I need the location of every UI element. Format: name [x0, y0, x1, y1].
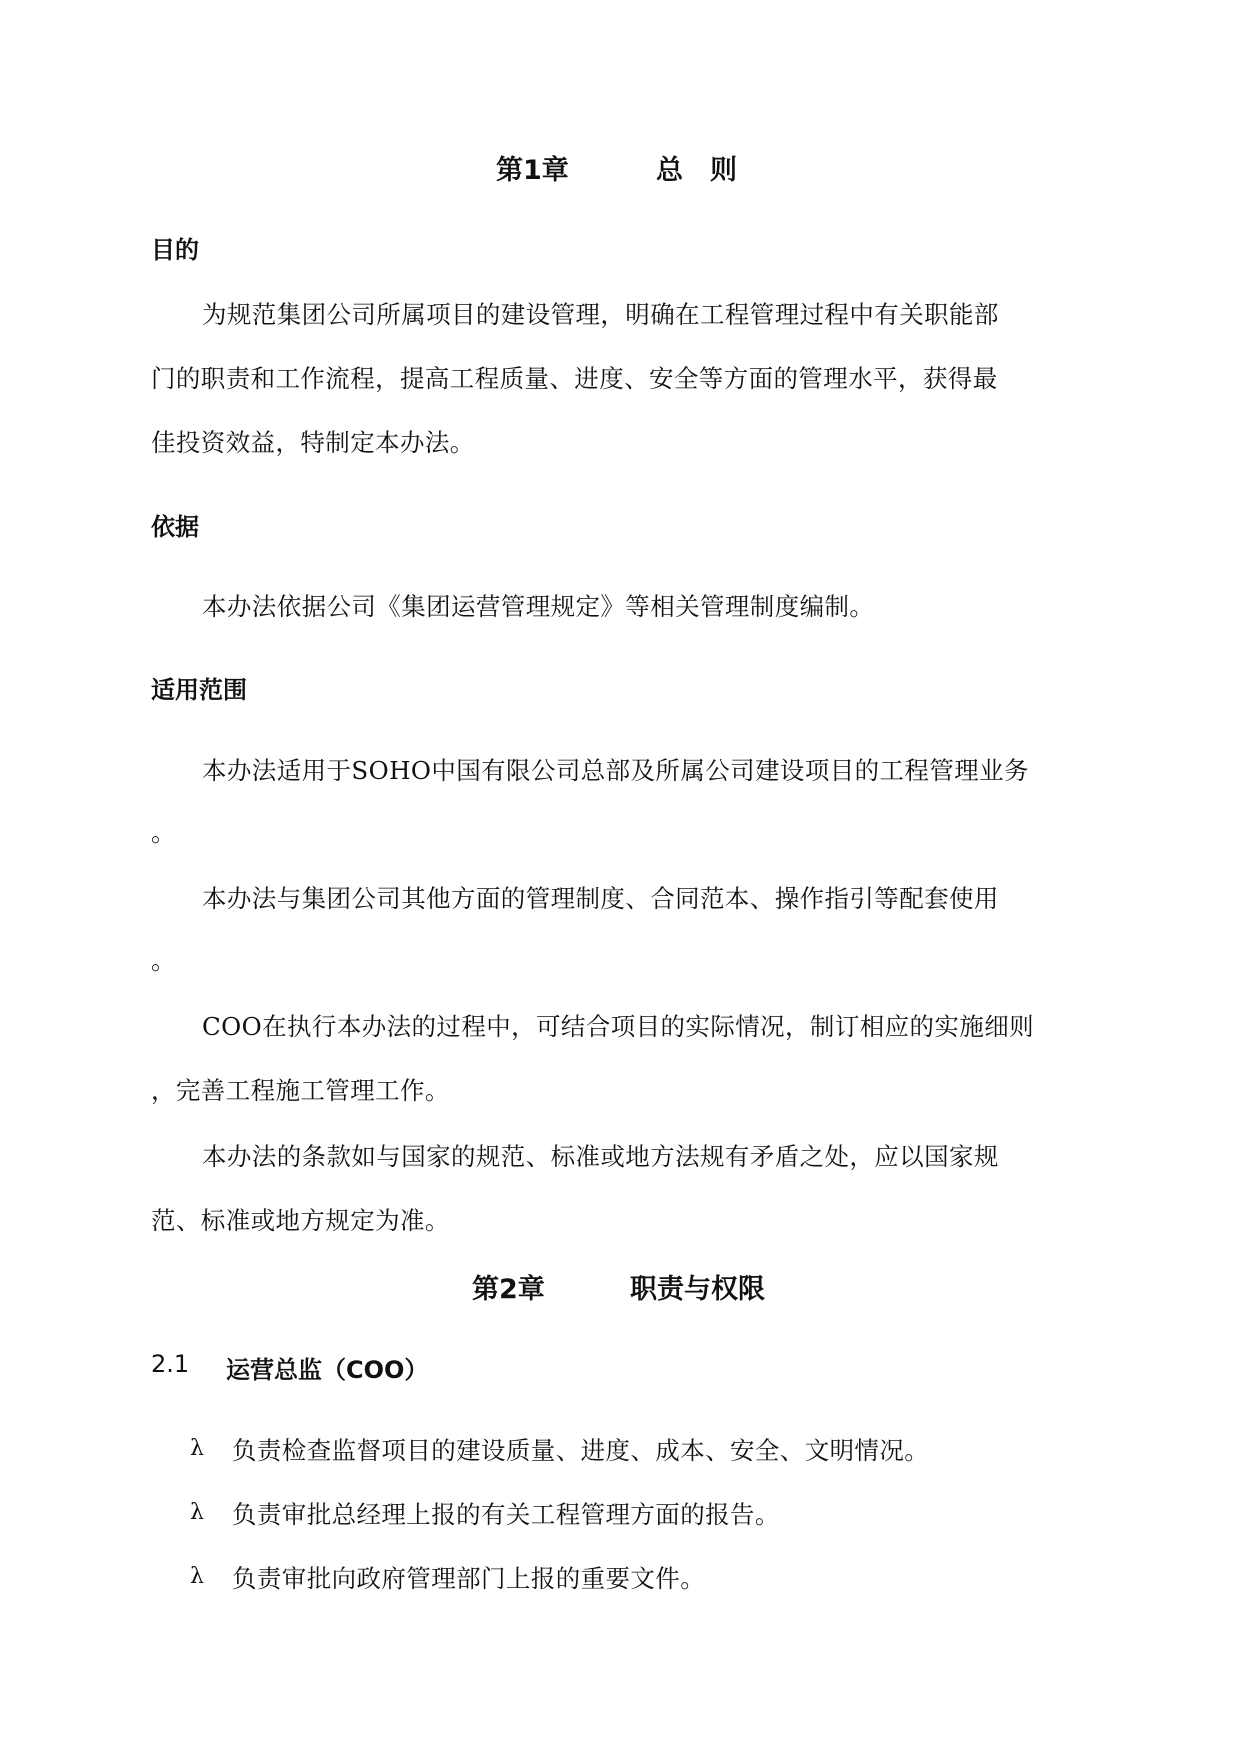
bullet-item-2: 负责审批总经理上报的有关工程管理方面的报告。: [232, 1500, 780, 1529]
bullet-marker-1: λ: [190, 1436, 204, 1461]
purpose-line-3: 佳投资效益，特制定本办法。: [151, 428, 475, 457]
section-purpose-heading: 目的: [151, 236, 199, 264]
chapter-1-title: 总 则: [656, 155, 737, 186]
chapter-2-number: 第2章: [472, 1274, 545, 1305]
scope-paragraph-4-line-2: 范、标准或地方规定为准。: [151, 1206, 450, 1235]
chapter-2-title: 职责与权限: [630, 1274, 765, 1305]
scope-paragraph-1-line-2: 。: [151, 818, 176, 847]
basis-line-1: 本办法依据公司《集团运营管理规定》等相关管理制度编制。: [202, 592, 875, 621]
scope-paragraph-2-line-1: 本办法与集团公司其他方面的管理制度、合同范本、操作指引等配套使用: [202, 884, 999, 913]
section-2-1-heading: 运营总监（COO）: [226, 1356, 429, 1384]
bullet-marker-3: λ: [190, 1564, 204, 1589]
bullet-marker-2: λ: [190, 1500, 204, 1525]
purpose-line-2: 门的职责和工作流程，提高工程质量、进度、安全等方面的管理水平，获得最: [151, 364, 998, 393]
scope-paragraph-3-line-2: ，完善工程施工管理工作。: [151, 1076, 450, 1105]
purpose-line-1: 为规范集团公司所属项目的建设管理，明确在工程管理过程中有关职能部: [202, 300, 999, 329]
section-2-1-number: 2.1: [151, 1350, 190, 1378]
scope-paragraph-4-line-1: 本办法的条款如与国家的规范、标准或地方法规有矛盾之处，应以国家规: [202, 1142, 999, 1171]
scope-paragraph-3-line-1: COO在执行本办法的过程中，可结合项目的实际情况，制订相应的实施细则: [202, 1012, 1035, 1041]
section-scope-heading: 适用范围: [151, 676, 247, 704]
scope-paragraph-1-line-1: 本办法适用于SOHO中国有限公司总部及所属公司建设项目的工程管理业务: [202, 756, 1029, 785]
scope-paragraph-2-line-2: 。: [151, 946, 176, 975]
section-basis-heading: 依据: [151, 513, 199, 541]
bullet-item-3: 负责审批向政府管理部门上报的重要文件。: [232, 1564, 706, 1593]
bullet-item-1: 负责检查监督项目的建设质量、进度、成本、安全、文明情况。: [232, 1436, 930, 1465]
chapter-1-number: 第1章: [496, 155, 569, 186]
